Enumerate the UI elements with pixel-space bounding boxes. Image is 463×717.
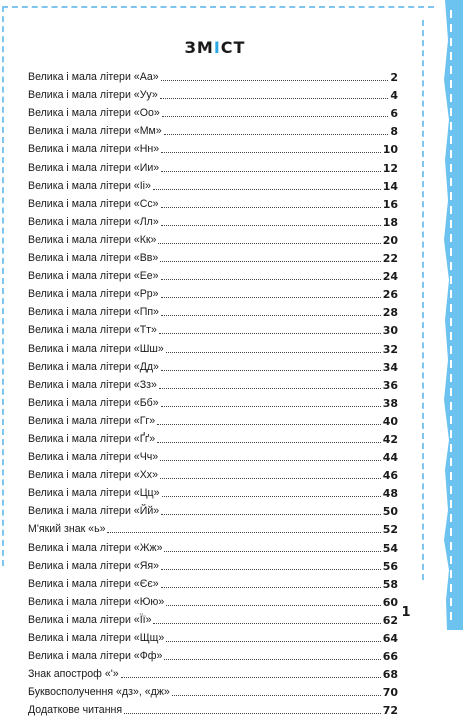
toc-entry[interactable] (28, 627, 398, 645)
toc-dot-leader (161, 222, 381, 226)
toc-entry-page-number: 34 (382, 360, 398, 374)
toc-entry-page-number: 16 (382, 197, 398, 211)
toc-entry[interactable] (28, 428, 398, 446)
toc-entry-page-number: 60 (382, 595, 398, 609)
toc-dot-leader (153, 620, 380, 624)
toc-dot-leader (153, 186, 381, 190)
toc-dot-leader (166, 602, 380, 606)
toc-entry[interactable] (28, 301, 398, 319)
toc-entry-label: Велика і мала літери «Фф» (28, 650, 163, 663)
toc-entry-label: Велика і мала літери «Пп» (28, 306, 159, 319)
toc-dot-leader (162, 493, 381, 497)
toc-entry[interactable] (28, 482, 398, 500)
toc-dot-leader (161, 168, 381, 172)
toc-dot-leader (160, 258, 380, 262)
toc-entry-label: Велика і мала літери «Цц» (28, 487, 160, 500)
toc-dot-leader (157, 439, 381, 443)
toc-dot-leader (161, 77, 389, 81)
toc-entry-page-number: 26 (382, 288, 398, 302)
toc-entry-page-number: 70 (382, 686, 398, 700)
toc-entry-label: Велика і мала літери «Її» (28, 613, 152, 626)
toc-dot-leader (161, 584, 381, 588)
toc-entry-page-number: 50 (382, 505, 398, 519)
toc-dot-leader (159, 330, 381, 334)
toc-entry[interactable] (28, 319, 398, 337)
toc-entry-label: Знак апостроф «'» (28, 668, 119, 681)
toc-entry[interactable] (28, 66, 398, 84)
toc-entry-page-number: 48 (382, 487, 398, 501)
toc-entry[interactable] (28, 156, 398, 174)
toc-entry[interactable] (28, 229, 398, 247)
toc-entry[interactable] (28, 410, 398, 428)
toc-entry-page-number: 8 (390, 125, 398, 139)
toc-entry-label: Додаткове читання (28, 704, 123, 717)
toc-entry-page-number: 68 (382, 668, 398, 682)
toc-entry-label: Велика і мала літери «Юю» (28, 595, 165, 608)
toc-dot-leader (161, 276, 381, 280)
toc-entry-label: Велика і мала літери «Аа» (28, 71, 159, 84)
toc-entry-label: Велика і мала літери «Мм» (28, 125, 162, 138)
toc-dot-leader (164, 131, 389, 135)
toc-entry-label: Велика і мала літери «Зз» (28, 378, 157, 391)
toc-entry-label: Велика і мала літери «Сс» (28, 197, 159, 210)
toc-dot-leader (164, 656, 380, 660)
toc-entry-label: Буквосполучення «дз», «дж» (28, 686, 170, 699)
toc-entry[interactable] (28, 193, 398, 211)
toc-entry-page-number: 18 (382, 215, 398, 229)
toc-entry-label: Велика і мала літери «Іі» (28, 179, 151, 192)
toc-entry[interactable] (28, 120, 398, 138)
side-decorative-band (437, 0, 463, 630)
toc-entry-page-number: 64 (382, 632, 398, 645)
toc-entry-label: Велика і мала літери «Уу» (28, 89, 158, 102)
toc-entry-page-number: 62 (382, 613, 398, 627)
toc-entry-page-number: 12 (382, 161, 398, 175)
toc-entry-label: Велика і мала літери «Кк» (28, 233, 157, 246)
toc-dot-leader (160, 95, 389, 99)
toc-entry-page-number: 32 (382, 342, 398, 356)
toc-entry[interactable] (28, 374, 398, 392)
toc-entry-label: Велика і мала літери «Нн» (28, 143, 160, 156)
toc-entry-page-number: 46 (382, 469, 398, 483)
toc-entry[interactable] (28, 283, 398, 301)
toc-entry-page-number: 40 (382, 414, 398, 428)
toc-entry[interactable] (28, 175, 398, 193)
toc-entry-page-number: 30 (382, 324, 398, 338)
toc-entry[interactable] (28, 102, 398, 120)
toc-entry-label: Велика і мала літери «Гг» (28, 414, 156, 427)
toc-entry[interactable] (28, 591, 398, 609)
frame-dashed-top (2, 6, 434, 8)
toc-entry-label: Велика і мала літери «Тт» (28, 324, 157, 337)
toc-entry-page-number: 54 (382, 541, 398, 555)
toc-entry[interactable] (28, 247, 398, 265)
toc-entry[interactable] (28, 536, 398, 554)
toc-entry-page-number: 66 (382, 650, 398, 664)
toc-entry[interactable] (28, 211, 398, 229)
toc-entry-page-number: 38 (382, 396, 398, 410)
toc-dot-leader (161, 403, 381, 407)
toc-dot-leader (166, 638, 380, 642)
toc-dot-leader (161, 204, 381, 208)
toc-entry[interactable] (28, 392, 398, 410)
toc-entry[interactable] (28, 645, 398, 663)
toc-entry[interactable] (28, 356, 398, 374)
toc-entry[interactable] (28, 699, 398, 717)
toc-dot-leader (107, 529, 380, 533)
toc-entry[interactable] (28, 500, 398, 518)
toc-entry-label: Велика і мала літери «Ее» (28, 270, 159, 283)
toc-entry-page-number: 22 (382, 252, 398, 266)
toc-dot-leader (162, 113, 389, 117)
title-accent-letter: І (213, 38, 221, 57)
toc-entry[interactable] (28, 663, 398, 681)
toc-dot-leader (172, 692, 381, 696)
toc-entry-label: Велика і мала літери «Бб» (28, 396, 159, 409)
toc-entry-page-number: 28 (382, 306, 398, 320)
table-of-contents (28, 66, 398, 717)
toc-entry-label: М'який знак «ь» (28, 523, 106, 536)
toc-dot-leader (159, 385, 381, 389)
toc-dot-leader (161, 511, 381, 515)
toc-entry-page-number: 58 (382, 577, 398, 591)
toc-entry-page-number: 56 (382, 559, 398, 573)
toc-entry-page-number: 14 (382, 179, 398, 193)
toc-dot-leader (158, 240, 380, 244)
toc-entry-page-number: 52 (382, 523, 398, 537)
toc-entry[interactable] (28, 138, 398, 156)
toc-entry-page-number: 20 (382, 233, 398, 247)
toc-entry-page-number: 44 (382, 451, 398, 465)
page-title (0, 38, 430, 57)
toc-entry-label: Велика і мала літери «Йй» (28, 505, 160, 518)
toc-entry-page-number: 72 (382, 704, 398, 717)
toc-dot-leader (161, 312, 381, 316)
toc-dot-leader (121, 674, 381, 678)
toc-entry[interactable] (28, 464, 398, 482)
toc-dot-leader (166, 349, 381, 353)
toc-dot-leader (161, 294, 381, 298)
title-prefix: ЗМ (184, 38, 214, 57)
toc-entry-label: Велика і мала літери «Жж» (28, 541, 163, 554)
toc-entry-label: Велика і мала літери «Хх» (28, 469, 158, 482)
toc-entry-label: Велика і мала літери «Щщ» (28, 632, 165, 644)
toc-entry[interactable] (28, 681, 398, 699)
toc-entry-label: Велика і мала літери «Ґґ» (28, 432, 156, 445)
toc-entry[interactable] (28, 518, 398, 536)
toc-dot-leader (124, 710, 381, 714)
toc-entry-page-number: 10 (382, 143, 398, 157)
toc-entry-page-number: 36 (382, 378, 398, 392)
toc-dot-leader (157, 421, 380, 425)
toc-entry[interactable] (28, 609, 398, 627)
toc-entry-label: Велика і мала літери «Дд» (28, 360, 159, 373)
toc-entry[interactable] (28, 573, 398, 591)
page-number: 1 (401, 605, 411, 620)
toc-entry-label: Велика і мала літери «Чч» (28, 451, 159, 464)
toc-dot-leader (161, 367, 381, 371)
toc-entry-label: Велика і мала літери «Лл» (28, 215, 159, 228)
toc-dot-leader (164, 548, 380, 552)
toc-dot-leader (161, 149, 381, 153)
toc-entry-page-number: 24 (382, 270, 398, 284)
toc-entry-label: Велика і мала літери «Вв» (28, 252, 159, 265)
toc-entry-page-number: 42 (382, 432, 398, 446)
frame-dashed-right (422, 20, 424, 580)
toc-entry-label: Велика і мала літери «Ии» (28, 161, 160, 174)
toc-entry-page-number: 4 (390, 89, 398, 103)
toc-dot-leader (160, 475, 381, 479)
toc-dot-leader (161, 566, 381, 570)
toc-entry[interactable] (28, 555, 398, 573)
toc-entry[interactable] (28, 84, 398, 102)
toc-entry-page-number: 6 (390, 107, 398, 121)
toc-entry-label: Велика і мала літери «Єє» (28, 577, 159, 590)
frame-dashed-left (2, 6, 4, 566)
toc-entry-label: Велика і мала літери «Оо» (28, 107, 160, 120)
toc-entry[interactable] (28, 265, 398, 283)
title-suffix: СТ (220, 38, 246, 57)
toc-entry[interactable] (28, 337, 398, 355)
toc-entry-label: Велика і мала літери «Рр» (28, 288, 159, 301)
toc-entry-label: Велика і мала літери «Шш» (28, 342, 164, 355)
toc-entry[interactable] (28, 446, 398, 464)
toc-dot-leader (160, 457, 381, 461)
toc-entry-label: Велика і мала літери «Яя» (28, 559, 159, 572)
toc-entry-page-number: 2 (390, 71, 398, 85)
